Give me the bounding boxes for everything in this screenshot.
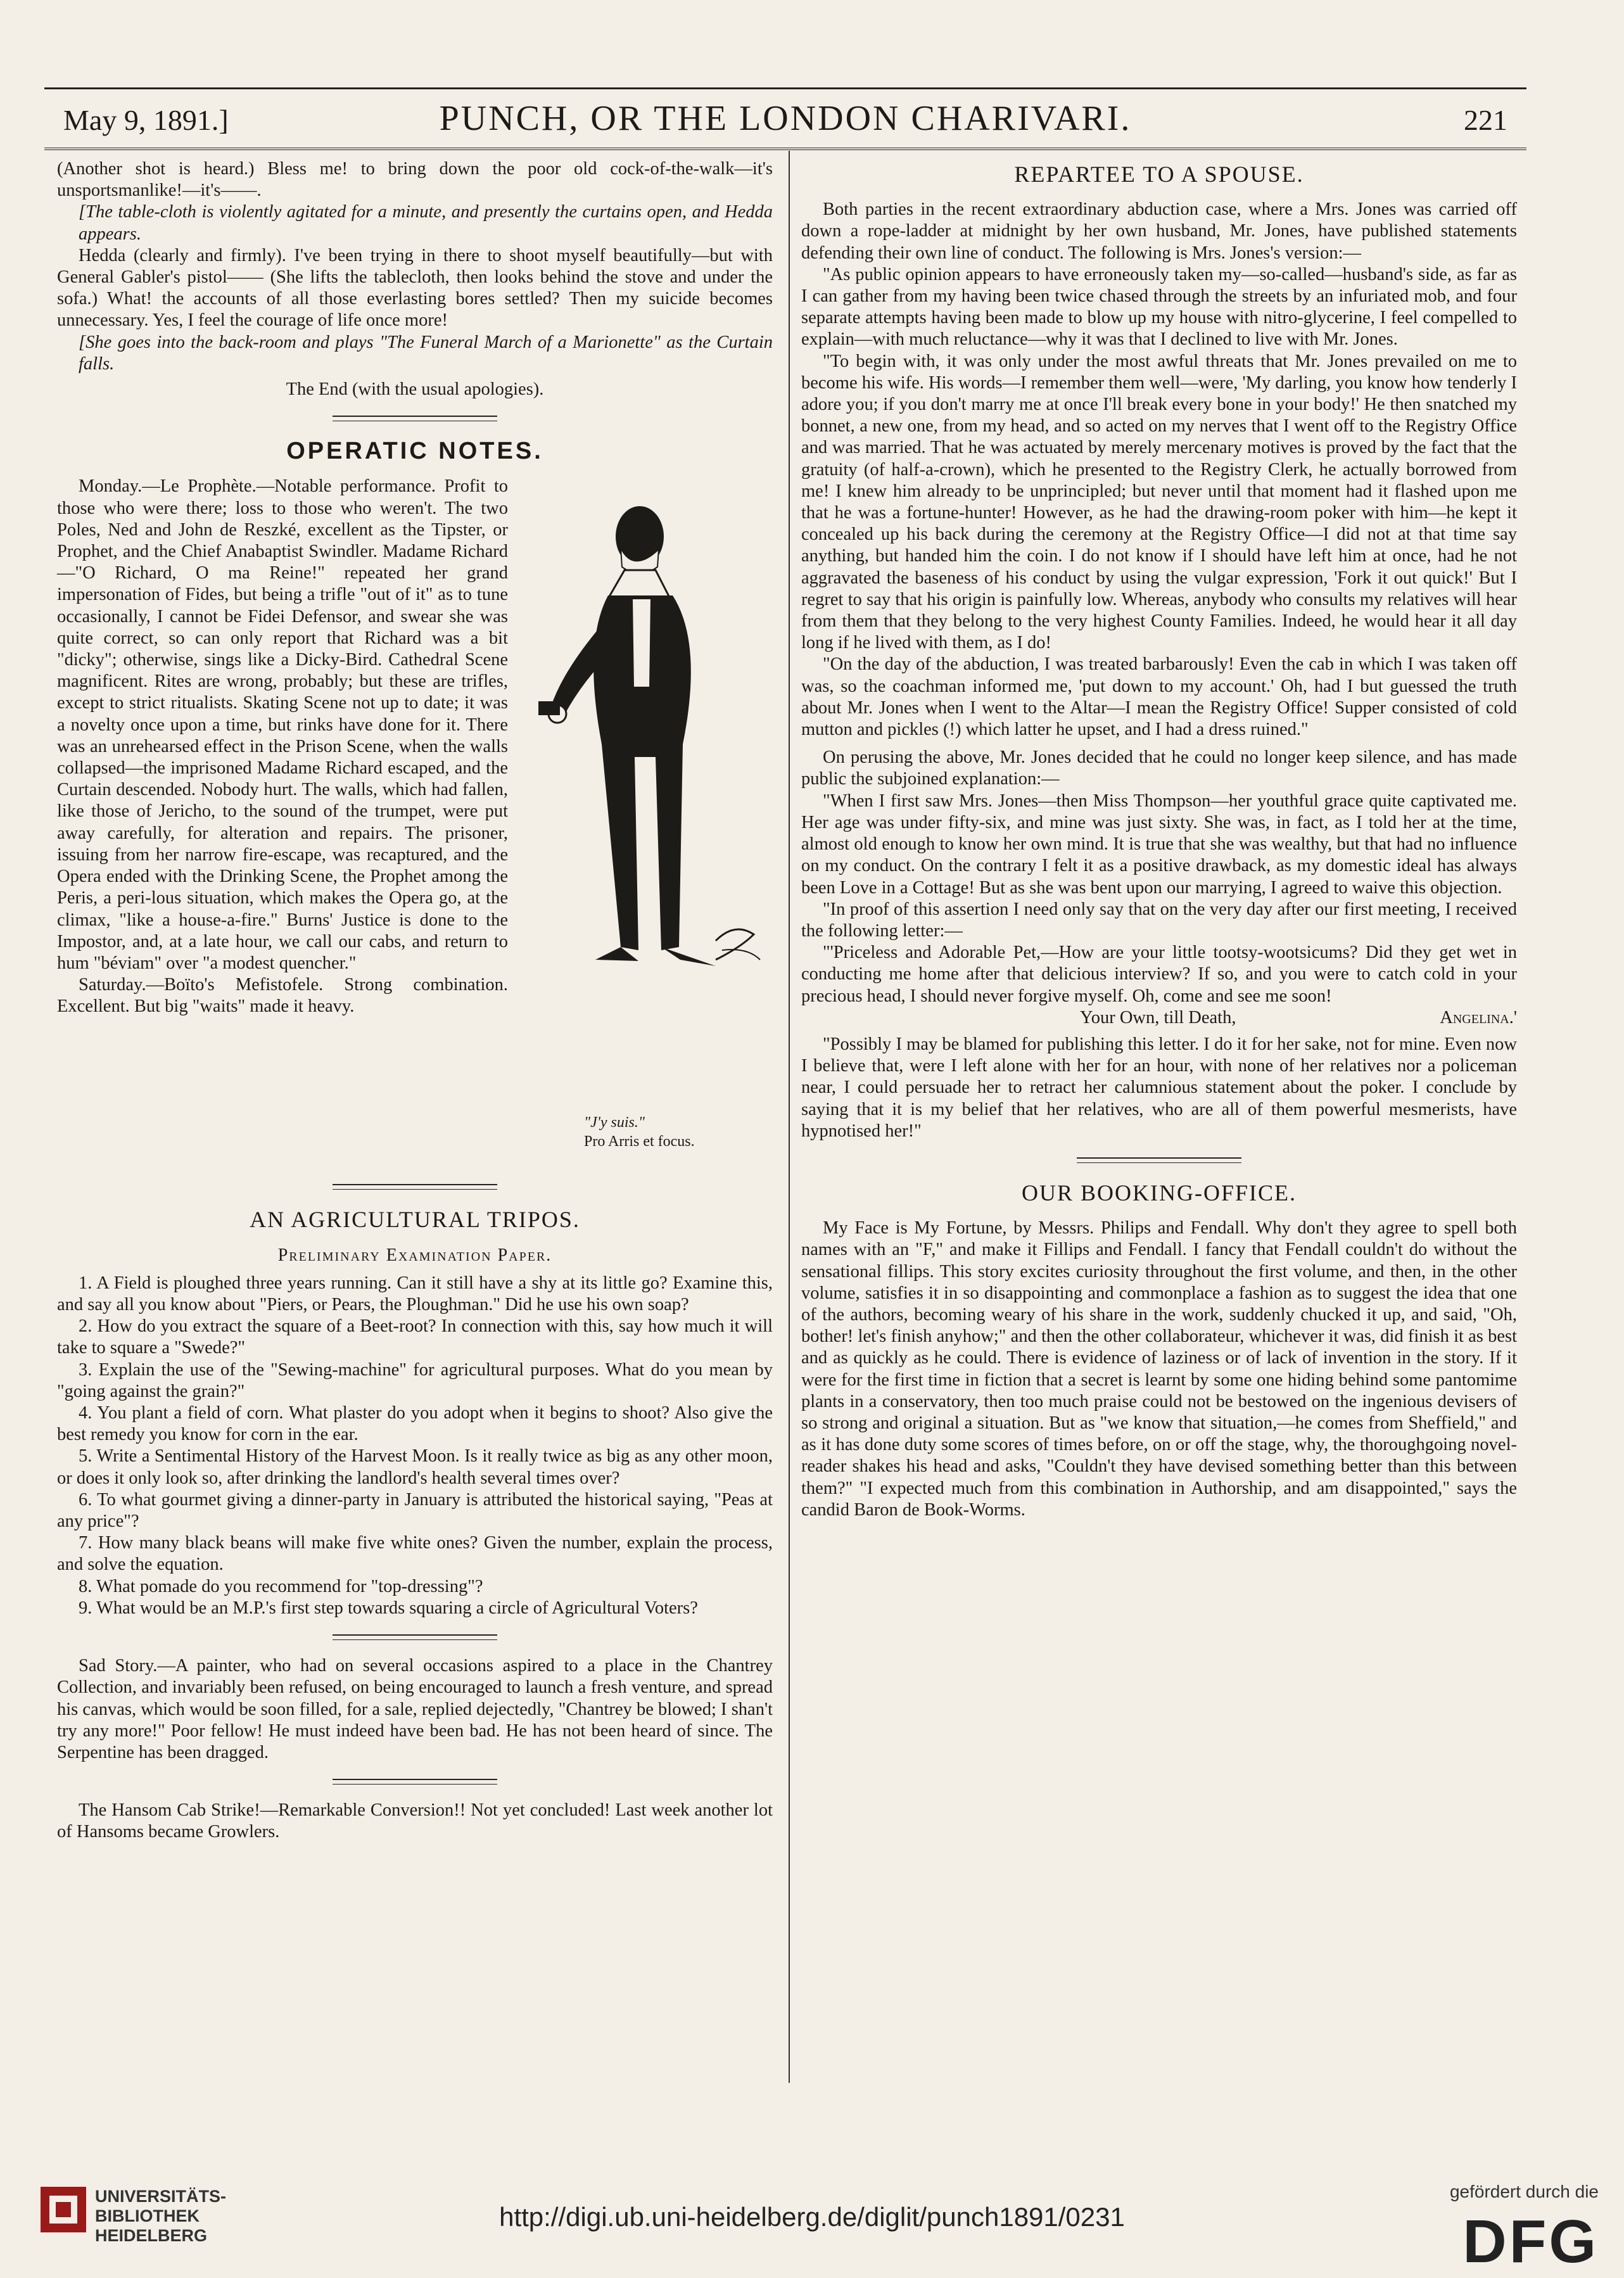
operatic-notes-heading: OPERATIC NOTES. [286,438,543,465]
letter-signatory: Angelina.' [1440,1007,1517,1028]
illustration-figure [526,478,773,1162]
section-rule [333,416,497,421]
letter-paragraph: "'Priceless and Adorable Pet,—How are your little tootsy-wootsicums? Did they get wet in conducting me home after that delicious interview? If so, and you were to catch cold in your precious head, I should never forgive myself. Oh, come and see me soon! [801,943,1517,1006]
caricature-illustration [526,478,773,1112]
sad-story-paragraph: Sad Story.—A painter, who had on several occasions aspired to a place in the Chantrey Collection, and invariably been refused, on being encouraged to launch a fresh venture, and spread his canvas, which would be soon filled, for a sale, replied dejectedly, "Chantrey be blowed; I shan't try any more!" Poor fellow! He must indeed have been bad. He has not been heard of since. The Serpentine has been dragged. [57,1656,773,1762]
tripos-heading: AN AGRICULTURAL TRIPOS. [250,1207,580,1233]
repartee-paragraph: "On the day of the abduction, I was treated barbarously! Even the cab in which I was taken off was, so the coachman informed me, 'put down to my account.' Oh, had I but guessed the truth about Mr. Jones when I went to the Altar—I mean the Registry Office! Supper consisted of cold mutton and pickles (!) which latter he upset, and I had a dress ruined." [801,654,1517,740]
section-rule [333,1184,497,1190]
booking-paragraph: My Face is My Fortune, by Messrs. Philips and Fendall. Why don't they agree to spell both names with an "F," and make it Fillips and Fendall. I fancy that Fendall couldn't do without the sensational fillips. This story excites curiosity throughout the first volume, and then, in the other volume, satisfies it in so disappointing and commonplace a fashion as to suggest the idea that one of the authors, becoming weary of his share in the work, suddenly chucked it up, and said, "Oh, bother! let's finish anyhow;" and then the other collaborateur, whichever it was, did finish it as best and as quickly as he could. There is evidence of laziness or of lack of invention in the story. If it were for the first time in fiction that a secret is learnt by some one hiding behind some pantomime plants in a conservatory, then too much praise could not be bestowed on the ingenious devisers of so strong and original a situation. But as "we know that situation,—he comes from Sheffield," and as it has done duty some scores of times before, on or off the stage, why, the thoroughgoing novel-reader shakes his head and asks, "Couldn't they have devised something better than this between them?" "I expected much from this combination in Authorship, and am disappointed," says the candid Baron de Book-Worms. [801,1218,1517,1520]
tripos-item: 3. Explain the use of the "Sewing-machine" for agricultural purposes. What do you mean by "going against the grain?" [57,1359,773,1401]
institution-name-line: UNIVERSITÄTS- [95,2187,227,2206]
digitization-footer [0,2141,1624,2278]
play-line: (Another shot is heard.) Bless me! to bring down the poor old cock-of-the-walk—it's unsportsmanlike!—it's——. [57,159,773,201]
repartee-paragraph: Both parties in the recent extraordinary abduction case, where a Mrs. Jones was carried off down a rope-ladder at midnight by her own husband, Mr. Jones, have published statements defending their own line of conduct. The following is Mrs. Jones's version:— [801,200,1517,263]
column-divider [789,151,790,2083]
source-url-link[interactable]: http://digi.ub.uni-heidelberg.de/diglit/punch1891/0231 [499,2202,1125,2232]
right-column [801,158,1517,1521]
tripos-item: 9. What would be an M.P.'s first step towards squaring a circle of Agricultural Voters? [79,1598,698,1618]
funding-note: gefördert durch die [1449,2182,1599,2201]
booking-office-heading: OUR BOOKING-OFFICE. [1021,1180,1297,1206]
the-end-line: The End (with the usual apologies). [286,379,544,400]
illustration-subcaption: Pro Arris et focus. [584,1133,695,1150]
tripos-item: 4. You plant a field of corn. What plaster do you adopt when it begins to shoot? Also give the best remedy you know for corn in the ear. [57,1403,773,1445]
tripos-item: 5. Write a Sentimental History of the Harvest Moon. Is it really twice as big as any other moon, or does it only look so, after drinking the landlord's health several times over? [57,1446,773,1488]
repartee-paragraph: "To begin with, it was only under the most awful threats that Mr. Jones prevailed on me to become his wife. His words—I remember them well—were, 'My darling, you know how tenderly I adore you; if you don't marry me at once I'll break every bone in your body!' He then snatched my bonnet, a new one, from my head, and so acted on my nerves that I went off to the Registry Office and was married. That he was actuated by merely mercenary motives is proved by the fact that the gratuity (of half-a-crown), which he presented to the Registry Clerk, he actually borrowed from me! I knew him already to be unprincipled; but never until that moment had it flashed upon me that he was a fortune-hunter! However, as he had the drawing-room poker with him—he kept it concealed up his back during the ceremony at the Registry Office—I did not at that time say anything, but handed him the coin. I do not know if I should have left him at once, had he not aggravated the baseness of his conduct by using the vulgar expression, 'Fork it out quick!' But I regret to say that his origin is painfully low. Whereas, anybody who consults my relatives will hear from them that they belong to the very highest County Families. Indeed, he would hear it all day long if he lived with them, as I do! [801,351,1517,653]
play-line: Hedda (clearly and firmly). I've been trying in there to shoot myself beautifully—but with General Gabler's pistol—— (She lifts the tablecloth, then looks behind the stove and under the sofa.) What! the accounts of all those everlasting bores settled? Then my suicide becomes unnecessary. Yes, I feel the courage of life once more! [57,245,773,331]
illustration-caption: "J'y suis." [584,1114,645,1131]
institution-name-line: HEIDELBERG [95,2226,208,2245]
repartee-paragraph: "As public opinion appears to have erroneously taken my—so-called—husband's side, as far as I can gather from my having been twice chased through the streets by an infuriated mob, and four separate attempts having been made to blow up my house with nitro-glycerine, I feel compelled to explain—with much reluctance—why it was that I declined to live with Mr. Jones. [801,264,1517,350]
header-page-number: 221 [1464,104,1507,136]
left-column [57,158,773,1843]
operatic-paragraph: Monday.—Le Prophète.—Notable performance. Profit to those who were there; loss to those who weren't. The two Poles, Ned and John de Reszké, excellent as the Tipster, or Prophet, and the Chief Anabaptist Swindler. Madame Richard—"O Richard, O ma Reine!" repeated her grand impersonation of Fides, but being a trifle "out of it" as to tune occasionally, I cannot be Fidei Defensor, and swear she was quite correct, so can only report that Richard was a bit "dicky"; otherwise, sings like a Dicky-Bird. Cathedral Scene magnificent. Rites are wrong, probably; but these are trifles, except to strict ritualists. Skating Scene not up to date; it was a novelty once upon a time, but rinks have done for it. There was an unrehearsed effect in the Prison Scene, when the walls collapsed—the imprisoned Madame Richard escaped, and the Curtain descended. Nobody hurt. The walls, which had fallen, like those of Jericho, to the sound of the trumpet, were put away carefully, for alteration and repairs. The prisoner, issuing from her narrow fire-escape, was recaptured, and the Opera ended with the Drinking Scene, the Prophet among the Peris, a peri-lous situation, which makes the Opera go, at the climax, "like a house-a-fire." Burns' Justice is done to the Impostor, and, at a late hour, we call our cabs, and return to hum "béviam" over "a modest quencher." [57,476,508,973]
page-header [44,87,1526,150]
tripos-item: 7. How many black beans will make five white ones? Given the number, explain the process, and solve the equation. [57,1533,773,1575]
newspaper-page [44,87,1526,2093]
operatic-paragraph: Saturday.—Boïto's Mefistofele. Strong combination. Excellent. But big "waits" made it heavy. [57,975,508,1017]
repartee-paragraph: "In proof of this assertion I need only say that on the very day after our first meeting, I received the following letter:— [801,899,1517,941]
letter-signature [801,1007,1517,1029]
repartee-paragraph: On perusing the above, Mr. Jones decided that he could no longer keep silence, and has made public the subjoined explanation:— [801,748,1517,789]
stage-direction: [She goes into the back-room and plays "The Funeral March of a Marionette" as the Curtain falls. [79,332,773,374]
header-title: PUNCH, OR THE LONDON CHARIVARI. [439,99,1132,138]
header-date: May 9, 1891.] [63,104,229,136]
section-rule [333,1634,497,1640]
tripos-item: 8. What pomade do you recommend for "top-dressing"? [79,1576,483,1596]
funder-logo: DFG [1462,2208,1599,2275]
repartee-heading: REPARTEE TO A SPOUSE. [1014,162,1304,187]
tripos-subheading: Preliminary Examination Paper. [277,1245,552,1265]
stage-direction: [The table-cloth is violently agitated for a minute, and presently the curtains open, and Hedda appears. [79,202,773,244]
repartee-paragraph: "When I first saw Mrs. Jones—then Miss Thompson—her youthful grace quite captivated me. Her age was under fifty-six, and mine was just sixty. She was, in fact, as I told her at the time, almost old enough to know her own mind. It is true that she was wealthy, but that had no influence on my conduct. On the contrary I felt it as a positive drawback, as my domestic ideal has always been Love in a Cottage! But as she was bent upon our marrying, I agreed to waive this objection. [801,791,1517,898]
tripos-item: 1. A Field is ploughed three years running. Can it still have a shy at its little go? Examine this, and say all you know about "Piers, or Pears, the Ploughman." Did he use his own soap? [57,1273,773,1315]
section-rule [333,1779,497,1785]
repartee-paragraph: "Possibly I may be blamed for publishing this letter. I do it for her sake, not for mine. Even now I believe that, were I left alone with her for an hour, with none of her relatives nor a policeman near, I could persuade her to retract her calumnious statement about the poker. I conclude by saying that it is my belief that her relatives, who are all of them powerful mesmerists, have hypnotised her!" [801,1034,1517,1141]
section-rule [1077,1157,1241,1163]
tripos-item: 6. To what gourmet giving a dinner-party in January is attributed the historical saying, "Peas at any price"? [57,1489,773,1532]
letter-closing: Your Own, till Death, [1080,1007,1236,1028]
institution-name-line: BIBLIOTHEK [95,2206,200,2225]
tripos-item: 2. How do you extract the square of a Beet-root? In connection with this, say how much it will take to square a "Swede?" [57,1316,773,1358]
hansom-paragraph: The Hansom Cab Strike!—Remarkable Conversion!! Not yet concluded! Last week another lot of Hansoms became Growlers. [57,1800,773,1842]
